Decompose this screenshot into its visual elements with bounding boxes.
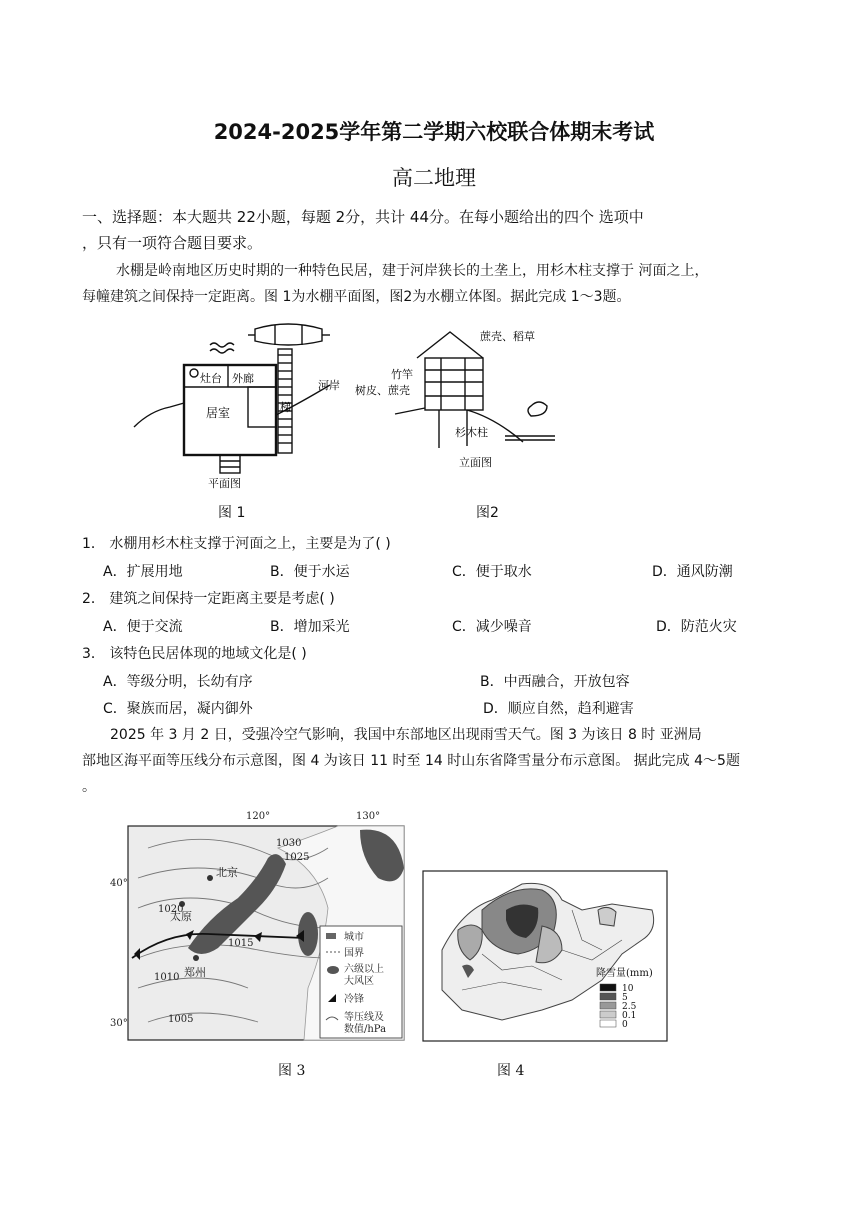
label-hean: 河岸 bbox=[318, 379, 340, 392]
figure-3-isobar-map bbox=[110, 808, 408, 1042]
legend-0: 0 bbox=[622, 1020, 628, 1030]
question-3-option-b[interactable]: B．中西融合，开放包容 bbox=[480, 674, 630, 690]
question-1-option-b[interactable]: B．便于水运 bbox=[270, 564, 350, 580]
question-2-option-d[interactable]: D．防范火灾 bbox=[656, 619, 737, 635]
question-2-option-b[interactable]: B．增加采光 bbox=[270, 619, 350, 635]
question-1-stem: 1． 水棚用杉木柱支撑于河面之上，主要是为了( ) bbox=[82, 536, 391, 552]
label-zaotai: 灶台 bbox=[200, 372, 222, 385]
figure-2-elevation bbox=[355, 318, 565, 478]
label-lat-40: 40° bbox=[110, 878, 128, 889]
page-subtitle: 高二地理 bbox=[392, 166, 476, 190]
legend-title: 降雪量(mm) bbox=[596, 968, 653, 979]
isobar-1025: 1025 bbox=[284, 852, 310, 863]
label-ti: 梯 bbox=[280, 401, 291, 414]
passage-2-line-3: 。 bbox=[82, 779, 96, 795]
page-title: 2024-2025学年第二学期六校联合体期末考试 bbox=[213, 120, 655, 144]
figure-4-caption: 图 4 bbox=[497, 1063, 525, 1079]
legend-10: 10 bbox=[622, 984, 634, 994]
label-lon-120: 120° bbox=[246, 811, 271, 822]
legend-border: 国界 bbox=[344, 948, 364, 959]
label-wailang: 外廊 bbox=[232, 372, 254, 385]
question-2-option-a[interactable]: A．便于交流 bbox=[103, 619, 183, 635]
isobar-1015: 1015 bbox=[228, 938, 254, 949]
passage-1-line-2: 每幢建筑之间保持一定距离。图 1为水棚平面图，图2为水棚立体图。据此完成 1～3题。 bbox=[82, 289, 631, 305]
label-lon-130: 130° bbox=[356, 811, 381, 822]
passage-1-line-1: 水棚是岭南地区历史时期的一种特色民居，建于河岸狭长的土垄上，用杉木柱支撑于 河面之上， bbox=[116, 263, 709, 279]
question-2-stem: 2． 建筑之间保持一定距离主要是考虑( ) bbox=[82, 591, 335, 607]
legend-isobar-2: 数值/hPa bbox=[344, 1024, 387, 1035]
legend-0-1: 0.1 bbox=[622, 1011, 637, 1021]
figure-2-caption: 图2 bbox=[476, 505, 499, 521]
label-lat-30: 30° bbox=[110, 1018, 128, 1029]
isobar-1005: 1005 bbox=[168, 1014, 194, 1025]
label-jushi: 居室 bbox=[206, 406, 231, 420]
city-beijing: 北京 bbox=[216, 866, 238, 879]
label-shanmuzhu: 杉木柱 bbox=[455, 426, 488, 439]
label-shupi: 树皮、蔗壳 bbox=[355, 384, 410, 397]
legend-2-5: 2.5 bbox=[622, 1002, 637, 1012]
legend-front: 冷锋 bbox=[344, 994, 364, 1005]
figure-1-caption: 图 1 bbox=[218, 505, 246, 521]
isobar-1010: 1010 bbox=[154, 972, 180, 983]
question-2-option-c[interactable]: C．减少噪音 bbox=[452, 619, 532, 635]
section-line-2: ，只有一项符合题目要求。 bbox=[82, 234, 263, 252]
legend-wind-2: 大风区 bbox=[344, 976, 374, 987]
figure-4-snowfall-map bbox=[422, 870, 668, 1042]
passage-1 bbox=[82, 258, 792, 310]
isobar-1020: 1020 bbox=[158, 904, 184, 915]
question-1-option-c[interactable]: C．便于取水 bbox=[452, 564, 532, 580]
figure-3-caption: 图 3 bbox=[278, 1063, 306, 1079]
label-pingmiantu: 平面图 bbox=[208, 477, 241, 490]
city-zhengzhou: 郑州 bbox=[184, 966, 206, 979]
legend-wind: 六级以上 bbox=[344, 964, 384, 975]
question-3-stem: 3． 该特色民居体现的地域文化是( ) bbox=[82, 646, 307, 662]
question-3-option-c[interactable]: C．聚族而居，凝内御外 bbox=[103, 701, 253, 717]
question-1-option-a[interactable]: A．扩展用地 bbox=[103, 564, 183, 580]
passage-2-line-1: 2025 年 3 月 2 日，受强冷空气影响，我国中东部地区出现雨雪天气。图 3 为该日 8 时 亚洲局 bbox=[110, 727, 702, 743]
label-limiantu: 立面图 bbox=[459, 456, 492, 469]
passage-2 bbox=[82, 722, 792, 800]
section-heading bbox=[82, 204, 782, 256]
legend-isobar: 等压线及 bbox=[344, 1012, 384, 1023]
question-3-option-a[interactable]: A．等级分明，长幼有序 bbox=[103, 674, 253, 690]
legend-5: 5 bbox=[622, 993, 628, 1003]
legend-city: 城市 bbox=[344, 932, 364, 943]
isobar-1030: 1030 bbox=[276, 838, 302, 849]
question-3-option-d[interactable]: D．顺应自然，趋利避害 bbox=[483, 701, 634, 717]
city-taiyuan: 太原 bbox=[170, 910, 192, 923]
section-line-1: 一、选择题：本大题共 22小题，每题 2分，共计 44分。在每小题给出的四个 选项中 bbox=[82, 208, 644, 226]
label-zhequ: 蔗壳、稻草 bbox=[480, 330, 535, 343]
passage-2-line-2: 部地区海平面等压线分布示意图，图 4 为该日 11 时至 14 时山东省降雪量分布示意图。 据此完成 4～5题 bbox=[82, 753, 740, 769]
question-1-option-d[interactable]: D．通风防潮 bbox=[652, 564, 733, 580]
figure-1-floor-plan bbox=[130, 315, 350, 495]
label-zhugan: 竹竿 bbox=[391, 368, 413, 381]
